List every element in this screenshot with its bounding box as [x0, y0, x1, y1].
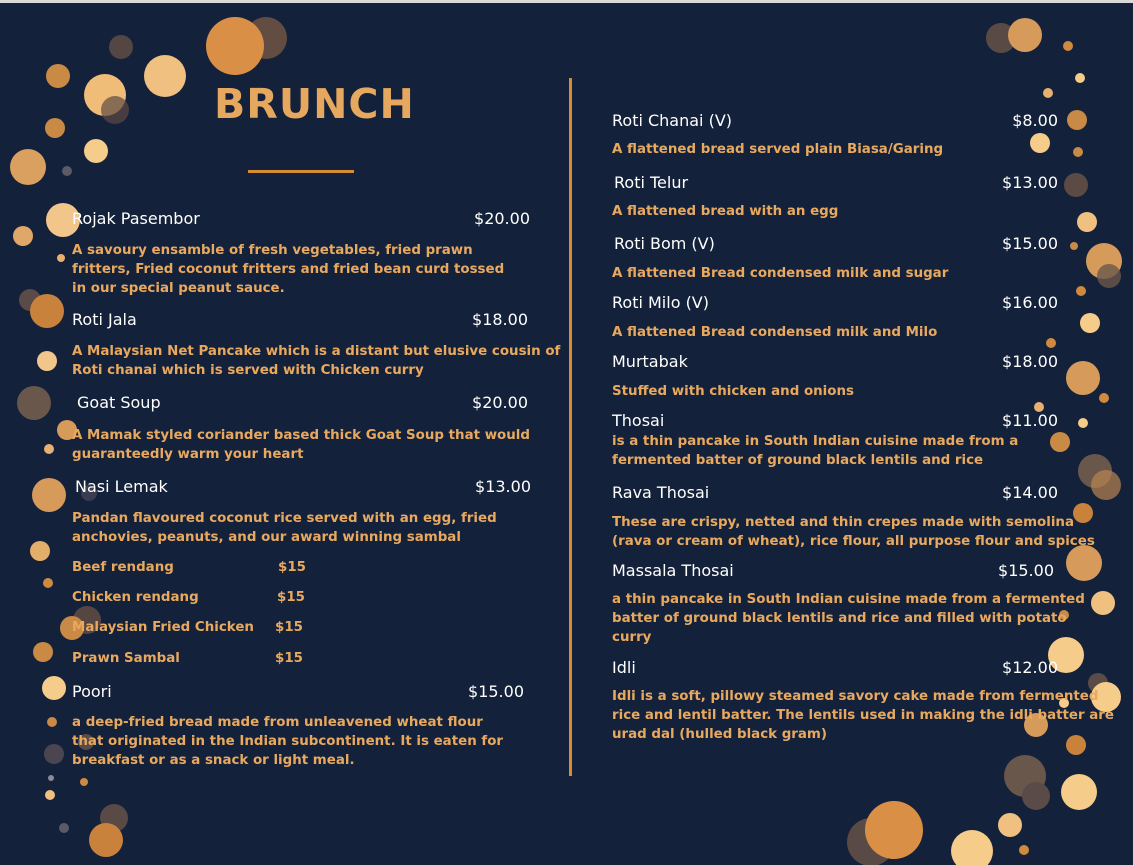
item-price: $14.00: [1002, 483, 1058, 502]
side-dish-name: Chicken rendang: [72, 590, 199, 605]
item-price: $8.00: [1012, 111, 1058, 130]
item-description: These are crispy, netted and thin crepes made with semolina (rava or cream of wheat), rice flour, all purpose flour and spices: [612, 515, 1095, 550]
item-price: $13.00: [475, 477, 531, 496]
item-price: $15.00: [998, 561, 1054, 580]
side-dish-name: Beef rendang: [72, 560, 174, 575]
item-price: $11.00: [1002, 411, 1058, 430]
item-description: is a thin pancake in South Indian cuisine made from a fermented batter of ground black lentils and rice: [612, 434, 1019, 469]
item-name: Thosai: [612, 411, 665, 430]
item-price: $18.00: [1002, 352, 1058, 371]
menu-title: BRUNCH: [214, 80, 415, 128]
item-name: Roti Jala: [72, 310, 137, 329]
item-price: $15.00: [1002, 234, 1058, 253]
column-divider: [569, 78, 572, 776]
item-description: Idli is a soft, pillowy steamed savory cake made from fermented rice and lentil batter. The lentils used in making the idli batter are urad dal (hulled black gram): [612, 689, 1114, 743]
item-description: a deep-fried bread made from unleavened wheat flour that originated in the Indian subcontinent. It is eaten for breakfast or as a snack or light meal.: [72, 715, 504, 769]
item-description: A flattened bread with an egg: [612, 204, 839, 219]
item-name: Murtabak: [612, 352, 688, 371]
item-name: Massala Thosai: [612, 561, 734, 580]
item-description: A Malaysian Net Pancake which is a distant but elusive cousin of Roti chanai which is served with Chicken curry: [72, 344, 561, 379]
item-name: Nasi Lemak: [75, 477, 168, 496]
item-description: Pandan flavoured coconut rice served with an egg, fried anchovies, peanuts, and our award winning sambal: [72, 511, 497, 546]
item-name: Idli: [612, 658, 636, 677]
item-name: Rojak Pasembor: [72, 209, 200, 228]
item-name: Goat Soup: [77, 393, 161, 412]
item-price: $20.00: [474, 209, 530, 228]
title-underline: [248, 170, 354, 173]
side-dish-name: Prawn Sambal: [72, 651, 180, 666]
item-name: Roti Telur: [614, 173, 689, 192]
item-description: A flattened Bread condensed milk and sugar: [612, 266, 949, 281]
item-description: A flattened Bread condensed milk and Milo: [612, 325, 938, 340]
item-price: $13.00: [1002, 173, 1058, 192]
item-name: Roti Chanai (V): [612, 111, 733, 130]
item-price: $12.00: [1002, 658, 1058, 677]
item-price: $18.00: [472, 310, 528, 329]
item-price: $15.00: [468, 682, 524, 701]
item-description: Stuffed with chicken and onions: [612, 384, 854, 399]
item-name: Roti Bom (V): [614, 234, 715, 253]
item-description: a thin pancake in South Indian cuisine made from a fermented batter of ground black lentils and rice and filled with potato curry: [612, 592, 1085, 646]
item-name: Roti Milo (V): [612, 293, 709, 312]
item-description: A savoury ensamble of fresh vegetables, fried prawn fritters, Fried coconut fritters and fried bean curd tossed in our special peanut sauce.: [72, 243, 505, 297]
side-dish-price: $15: [278, 560, 306, 575]
item-name: Poori: [72, 682, 112, 701]
item-price: $20.00: [472, 393, 528, 412]
side-dish-price: $15: [275, 620, 303, 635]
side-dish-price: $15: [277, 590, 305, 605]
side-dish-name: Malaysian Fried Chicken: [72, 620, 254, 635]
item-name: Rava Thosai: [612, 483, 710, 502]
side-dish-price: $15: [275, 651, 303, 666]
item-description: A flattened bread served plain Biasa/Garing: [612, 142, 944, 157]
item-description: A Mamak styled coriander based thick Goat Soup that would guaranteedly warm your heart: [72, 428, 530, 463]
item-price: $16.00: [1002, 293, 1058, 312]
